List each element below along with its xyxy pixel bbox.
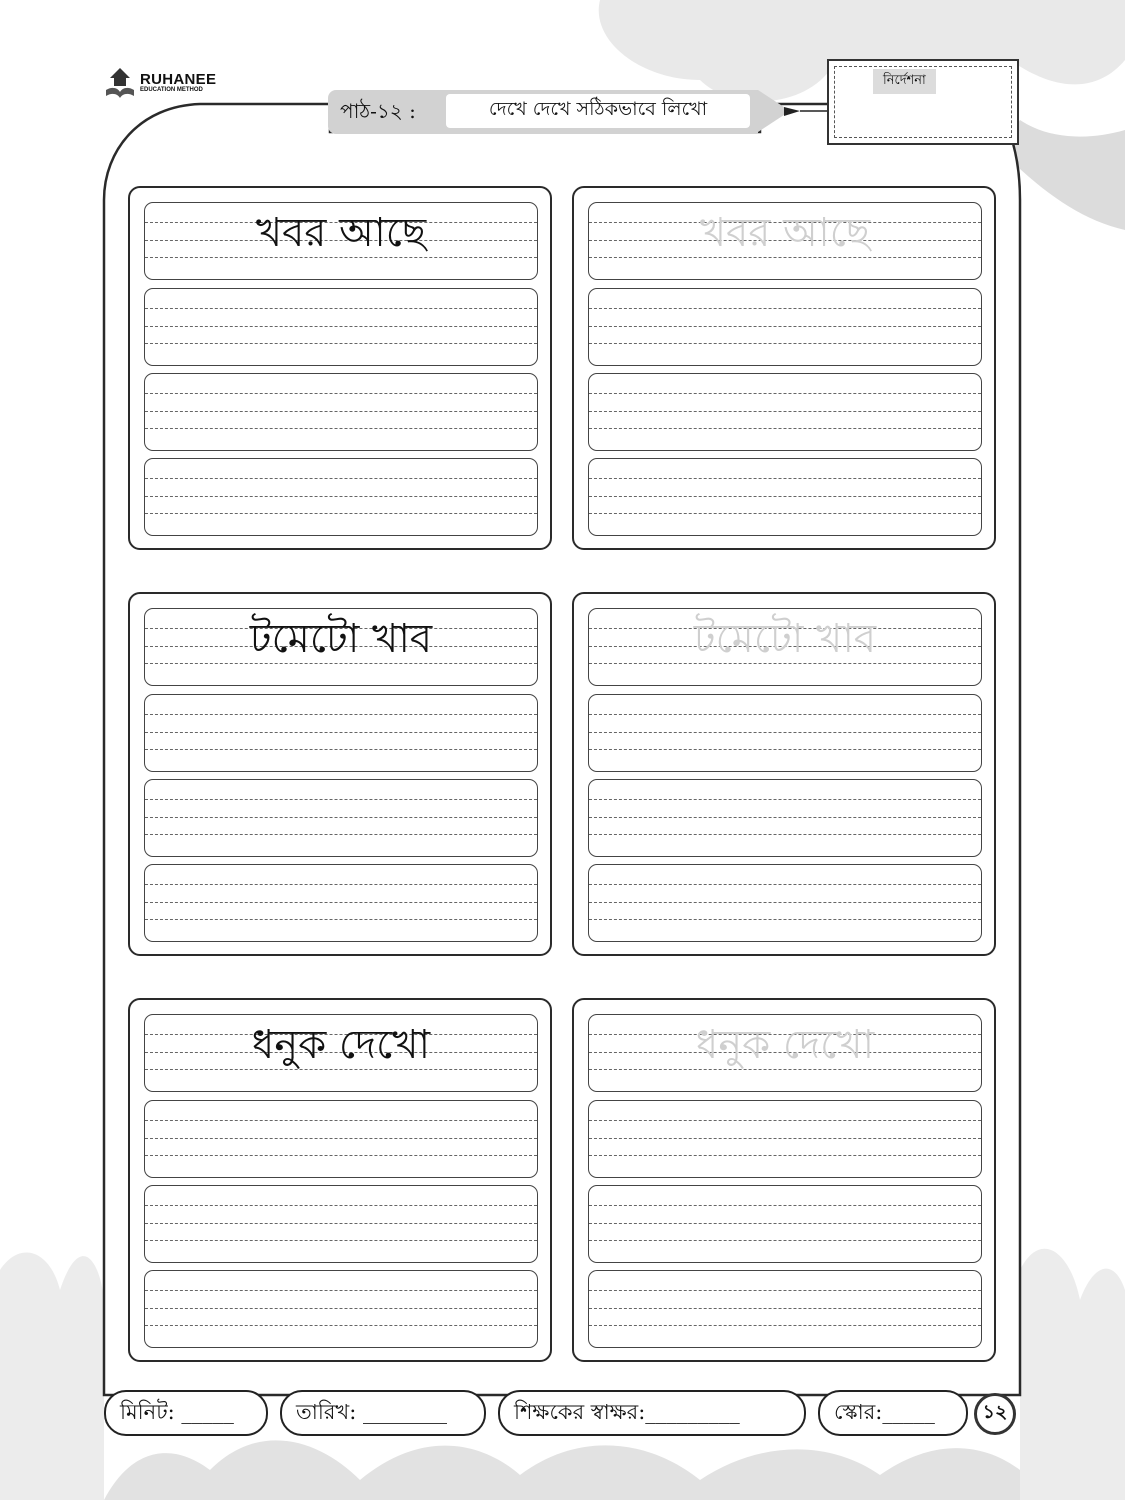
model-word: খবর আছে [255, 210, 427, 256]
writing-line [144, 608, 538, 686]
minutes-field[interactable]: মিনিট: _____ [104, 1390, 268, 1436]
trace-line[interactable] [588, 202, 982, 280]
trace-line[interactable] [588, 608, 982, 686]
teacher-signature-field[interactable]: শিক্ষকের স্বাক্ষর:_________ [498, 1390, 806, 1436]
writing-line[interactable] [588, 694, 982, 772]
writing-line[interactable] [144, 864, 538, 942]
writing-line[interactable] [144, 1270, 538, 1348]
writing-line [144, 1014, 538, 1092]
trace-word: ধনুক দেখো [695, 1022, 875, 1068]
writing-line[interactable] [588, 458, 982, 536]
trace-word: খবর আছে [699, 210, 871, 256]
writing-line[interactable] [588, 864, 982, 942]
model-card-3 [128, 998, 552, 1362]
instructions-box [827, 59, 1019, 145]
trace-card-3 [572, 998, 996, 1362]
model-word: টমেটো খাব [249, 616, 433, 662]
bush-left [0, 1253, 104, 1500]
trace-word: টমেটো খাব [693, 616, 877, 662]
grass-bottom [104, 1440, 1020, 1500]
date-field[interactable]: তারিখ: ________ [280, 1390, 486, 1436]
writing-line[interactable] [588, 373, 982, 451]
page-number: ১২ [974, 1393, 1016, 1435]
writing-line[interactable] [588, 1185, 982, 1263]
instructions-label: নির্দেশনা [873, 69, 936, 94]
writing-line[interactable] [144, 1185, 538, 1263]
trace-card-1 [572, 186, 996, 550]
writing-line[interactable] [144, 779, 538, 857]
writing-line[interactable] [588, 288, 982, 366]
bush-right [1020, 1249, 1125, 1500]
writing-line[interactable] [144, 458, 538, 536]
model-card-1 [128, 186, 552, 550]
writing-line[interactable] [588, 1100, 982, 1178]
score-field[interactable]: স্কোর:_____ [818, 1390, 968, 1436]
writing-line[interactable] [588, 779, 982, 857]
brand-logo [104, 66, 216, 100]
model-word: ধনুক দেখো [251, 1022, 431, 1068]
book-pen-logo-icon [104, 66, 136, 100]
lesson-title: দেখে দেখে সঠিকভাবে লিখো [446, 94, 750, 128]
writing-line[interactable] [144, 1100, 538, 1178]
trace-card-2 [572, 592, 996, 956]
brand-name: RUHANEE [140, 70, 217, 88]
lesson-number: পাঠ-১২ : [340, 99, 416, 123]
writing-line[interactable] [588, 1270, 982, 1348]
model-card-2 [128, 592, 552, 956]
writing-line[interactable] [144, 288, 538, 366]
writing-line[interactable] [144, 373, 538, 451]
writing-line [144, 202, 538, 280]
brand-tagline: EDUCATION METHOD [140, 86, 203, 93]
trace-line[interactable] [588, 1014, 982, 1092]
writing-line[interactable] [144, 694, 538, 772]
